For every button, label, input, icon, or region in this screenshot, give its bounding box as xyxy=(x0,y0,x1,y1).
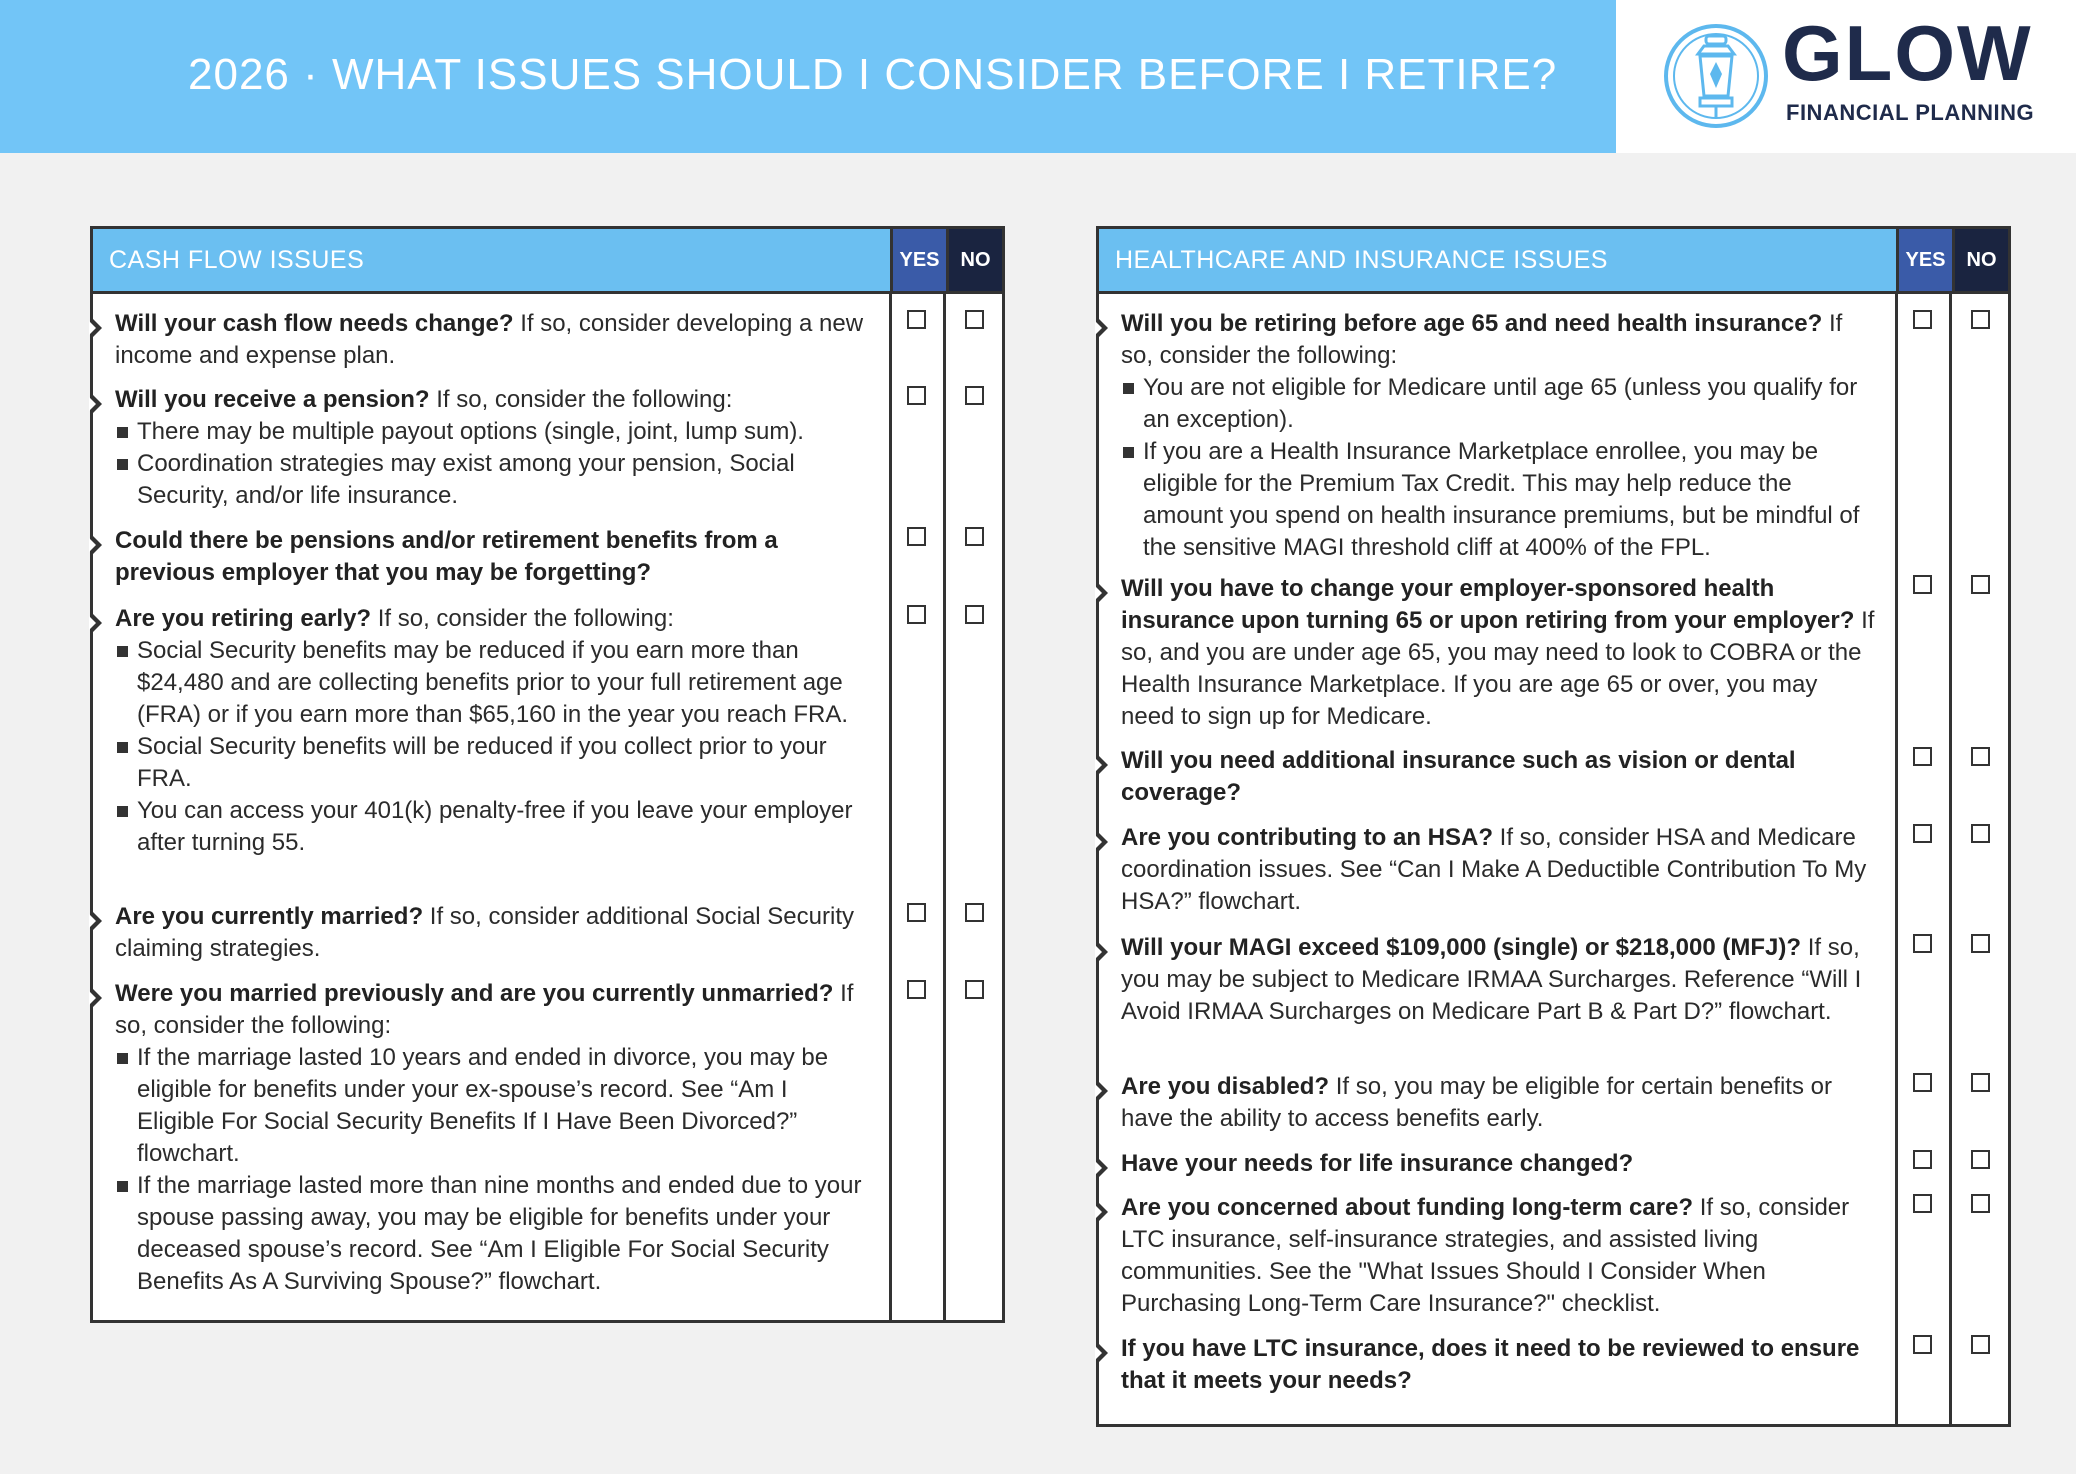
no-checkbox[interactable] xyxy=(965,605,984,624)
yes-checkbox[interactable] xyxy=(907,903,926,922)
panel-title: CASH FLOW ISSUES xyxy=(109,246,365,274)
no-checkbox[interactable] xyxy=(965,386,984,405)
item-text xyxy=(115,978,870,1298)
no-column-header: NO xyxy=(1952,229,2008,291)
checklist-item xyxy=(1099,745,1896,809)
checklist-item xyxy=(93,525,890,589)
item-text xyxy=(115,308,870,372)
no-checkbox[interactable] xyxy=(1971,1335,1990,1354)
item-detail: If so, consider additional Social Security claiming strategies. xyxy=(115,903,854,962)
chevron-right-icon xyxy=(92,318,102,338)
lantern-icon xyxy=(1662,22,1770,130)
item-question: Will you receive a pension? xyxy=(115,386,430,413)
chevron-right-icon xyxy=(1098,755,1108,775)
bullet-item: Social Security benefits may be reduced if you earn more than $24,480 and are collecting benefits prior to your full retirement age (FRA) or if you earn more than $65,160 in the year you reach FRA. xyxy=(115,635,870,731)
bullet-item: Social Security benefits will be reduced if you collect prior to your FRA. xyxy=(115,731,870,795)
yes-checkbox[interactable] xyxy=(907,980,926,999)
item-text xyxy=(115,603,870,859)
cash-flow-panel xyxy=(90,226,1005,1323)
item-question: Are you retiring early? xyxy=(115,605,372,632)
header-banner xyxy=(0,0,1616,153)
bullet-list xyxy=(115,1042,870,1298)
chevron-right-icon xyxy=(92,988,102,1008)
checklist-item xyxy=(1099,822,1896,918)
item-question: Have your needs for life insurance changed? xyxy=(1121,1150,1634,1177)
item-question: Are you disabled? xyxy=(1121,1073,1330,1100)
no-checkbox[interactable] xyxy=(1971,575,1990,594)
item-text xyxy=(115,384,870,512)
yes-column-header: YES xyxy=(890,229,946,291)
no-column-header: NO xyxy=(946,229,1002,291)
item-detail: If so, consider the following: xyxy=(429,386,733,413)
item-detail: If so, consider LTC insurance, self-insurance strategies, and assisted living communities. See the "What Issues Should I Consider When Purchasing Long-Term Care Insurance?" checklist. xyxy=(1121,1194,1850,1317)
no-checkbox[interactable] xyxy=(965,527,984,546)
bullet-list xyxy=(1121,372,1876,564)
yes-checkbox[interactable] xyxy=(907,386,926,405)
healthcare-panel xyxy=(1096,226,2011,1427)
item-text xyxy=(1121,822,1876,918)
checklist-item xyxy=(1099,1333,1896,1397)
brand-subtitle: FINANCIAL PLANNING xyxy=(1786,100,2035,125)
bullet-item: If the marriage lasted more than nine months and ended due to your spouse passing away, you may be eligible for benefits under your deceased spouse’s record. See “Am I Eligible For Social Security Benefits As A Surviving Spouse?” flowchart. xyxy=(115,1170,870,1298)
chevron-right-icon xyxy=(1098,1158,1108,1178)
panel-header xyxy=(1099,229,2008,294)
chevron-right-icon xyxy=(1098,1081,1108,1101)
item-question: If you have LTC insurance, does it need to be reviewed to ensure that it meets your needs? xyxy=(1121,1335,1860,1394)
checklist-item xyxy=(1099,308,1896,564)
yes-checkbox[interactable] xyxy=(1913,934,1932,953)
column-divider xyxy=(943,291,946,1320)
chevron-right-icon xyxy=(1098,942,1108,962)
item-detail: If so, consider the following: xyxy=(371,605,674,632)
chevron-right-icon xyxy=(92,613,102,633)
no-checkbox[interactable] xyxy=(1971,1150,1990,1169)
item-detail: If so, you may be subject to Medicare IRMAA Surcharges. Reference “Will I Avoid IRMAA Surcharges on Medicare Part B & Part D?” flowchart. xyxy=(1121,934,1862,1025)
checklist-item xyxy=(93,901,890,965)
chevron-right-icon xyxy=(1098,1343,1108,1363)
item-detail: If so, you may be eligible for certain benefits or have the ability to access benefits early. xyxy=(1121,1073,1832,1132)
checklist-item xyxy=(93,384,890,512)
chevron-right-icon xyxy=(92,911,102,931)
chevron-right-icon xyxy=(92,535,102,555)
bullet-item: If you are a Health Insurance Marketplace enrollee, you may be eligible for the Premium Tax Credit. This may help reduce the amount you spend on health insurance premiums, but be mindful of the sensitive MAGI threshold cliff at 400% of the FPL. xyxy=(1121,436,1876,564)
chevron-right-icon xyxy=(92,394,102,414)
checklist-item xyxy=(1099,1192,1896,1320)
chevron-right-icon xyxy=(1098,583,1108,603)
panel-title: HEALTHCARE AND INSURANCE ISSUES xyxy=(1115,246,1608,274)
chevron-right-icon xyxy=(1098,318,1108,338)
item-text xyxy=(1121,308,1876,564)
item-text xyxy=(1121,573,1876,733)
yes-checkbox[interactable] xyxy=(1913,310,1932,329)
item-question: Were you married previously and are you currently unmarried? xyxy=(115,980,834,1007)
yes-checkbox[interactable] xyxy=(907,527,926,546)
no-checkbox[interactable] xyxy=(1971,310,1990,329)
bullet-item: If the marriage lasted 10 years and ended in divorce, you may be eligible for benefits under your ex-spouse’s record. See “Am I Eligible For Social Security Benefits If I Have Been Divorced?” flowchart. xyxy=(115,1042,870,1170)
item-question: Are you concerned about funding long-term care? xyxy=(1121,1194,1694,1221)
yes-checkbox[interactable] xyxy=(1913,1150,1932,1169)
item-detail: If so, consider HSA and Medicare coordination issues. See “Can I Make A Deductible Contribution To My HSA?” flowchart. xyxy=(1121,824,1867,915)
item-question: Could there be pensions and/or retirement benefits from a previous employer that you may be forgetting? xyxy=(115,527,778,586)
no-checkbox[interactable] xyxy=(965,310,984,329)
item-text xyxy=(1121,1071,1876,1135)
no-checkbox[interactable] xyxy=(1971,1073,1990,1092)
item-question: Are you contributing to an HSA? xyxy=(1121,824,1493,851)
bullet-item: There may be multiple payout options (single, joint, lump sum). xyxy=(115,416,870,448)
yes-checkbox[interactable] xyxy=(1913,575,1932,594)
item-question: Are you currently married? xyxy=(115,903,424,930)
yes-checkbox[interactable] xyxy=(1913,1194,1932,1213)
yes-checkbox[interactable] xyxy=(1913,1335,1932,1354)
yes-checkbox[interactable] xyxy=(907,310,926,329)
panel-header xyxy=(93,229,1002,294)
column-divider xyxy=(1949,291,1952,1424)
item-text xyxy=(1121,1192,1876,1320)
item-question: Will your cash flow needs change? xyxy=(115,310,514,337)
item-text xyxy=(1121,932,1876,1028)
item-detail: If so, and you are under age 65, you may need to look to COBRA or the Health Insurance Marketplace. If you are age 65 or over, you may need to sign up for Medicare. xyxy=(1121,607,1875,730)
checklist-item xyxy=(1099,573,1896,733)
bullet-list xyxy=(115,416,870,512)
yes-column-header: YES xyxy=(1896,229,1952,291)
item-detail: If so, consider the following: xyxy=(1121,310,1843,369)
yes-checkbox[interactable] xyxy=(1913,747,1932,766)
brand-logo xyxy=(1616,0,2076,153)
checklist-item xyxy=(93,978,890,1298)
item-question: Will you need additional insurance such as vision or dental coverage? xyxy=(1121,747,1796,806)
no-checkbox[interactable] xyxy=(1971,824,1990,843)
item-detail: If so, consider developing a new income and expense plan. xyxy=(115,310,864,369)
yes-checkbox[interactable] xyxy=(1913,1073,1932,1092)
bullet-item: You can access your 401(k) penalty-free if you leave your employer after turning 55. xyxy=(115,795,870,859)
checklist-item xyxy=(1099,932,1896,1028)
item-question: Will you be retiring before age 65 and need health insurance? xyxy=(1121,310,1823,337)
no-checkbox[interactable] xyxy=(1971,747,1990,766)
no-checkbox[interactable] xyxy=(965,903,984,922)
item-text xyxy=(1121,1148,1876,1180)
page-title: 2026 · WHAT ISSUES SHOULD I CONSIDER BEFORE I RETIRE? xyxy=(188,50,1558,99)
bullet-item: You are not eligible for Medicare until age 65 (unless you qualify for an exception). xyxy=(1121,372,1876,436)
checklist-item xyxy=(1099,1071,1896,1135)
item-text xyxy=(1121,745,1876,809)
yes-checkbox[interactable] xyxy=(907,605,926,624)
no-checkbox[interactable] xyxy=(1971,1194,1990,1213)
item-detail: If so, consider the following: xyxy=(115,980,854,1039)
checklist-item xyxy=(93,603,890,859)
yes-checkbox[interactable] xyxy=(1913,824,1932,843)
no-checkbox[interactable] xyxy=(965,980,984,999)
item-text xyxy=(115,525,870,589)
bullet-item: Coordination strategies may exist among your pension, Social Security, and/or life insurance. xyxy=(115,448,870,512)
brand-name: GLOW xyxy=(1782,9,2033,97)
chevron-right-icon xyxy=(1098,1202,1108,1222)
checklist-item xyxy=(1099,1148,1896,1180)
item-question: Will you have to change your employer-sponsored health insurance upon turning 65 or upon retiring from your employer? xyxy=(1121,575,1855,634)
item-text xyxy=(115,901,870,965)
bullet-list xyxy=(115,635,870,859)
no-checkbox[interactable] xyxy=(1971,934,1990,953)
item-text xyxy=(1121,1333,1876,1397)
item-question: Will your MAGI exceed $109,000 (single) or $218,000 (MFJ)? xyxy=(1121,934,1802,961)
checklist-item xyxy=(93,308,890,372)
chevron-right-icon xyxy=(1098,832,1108,852)
